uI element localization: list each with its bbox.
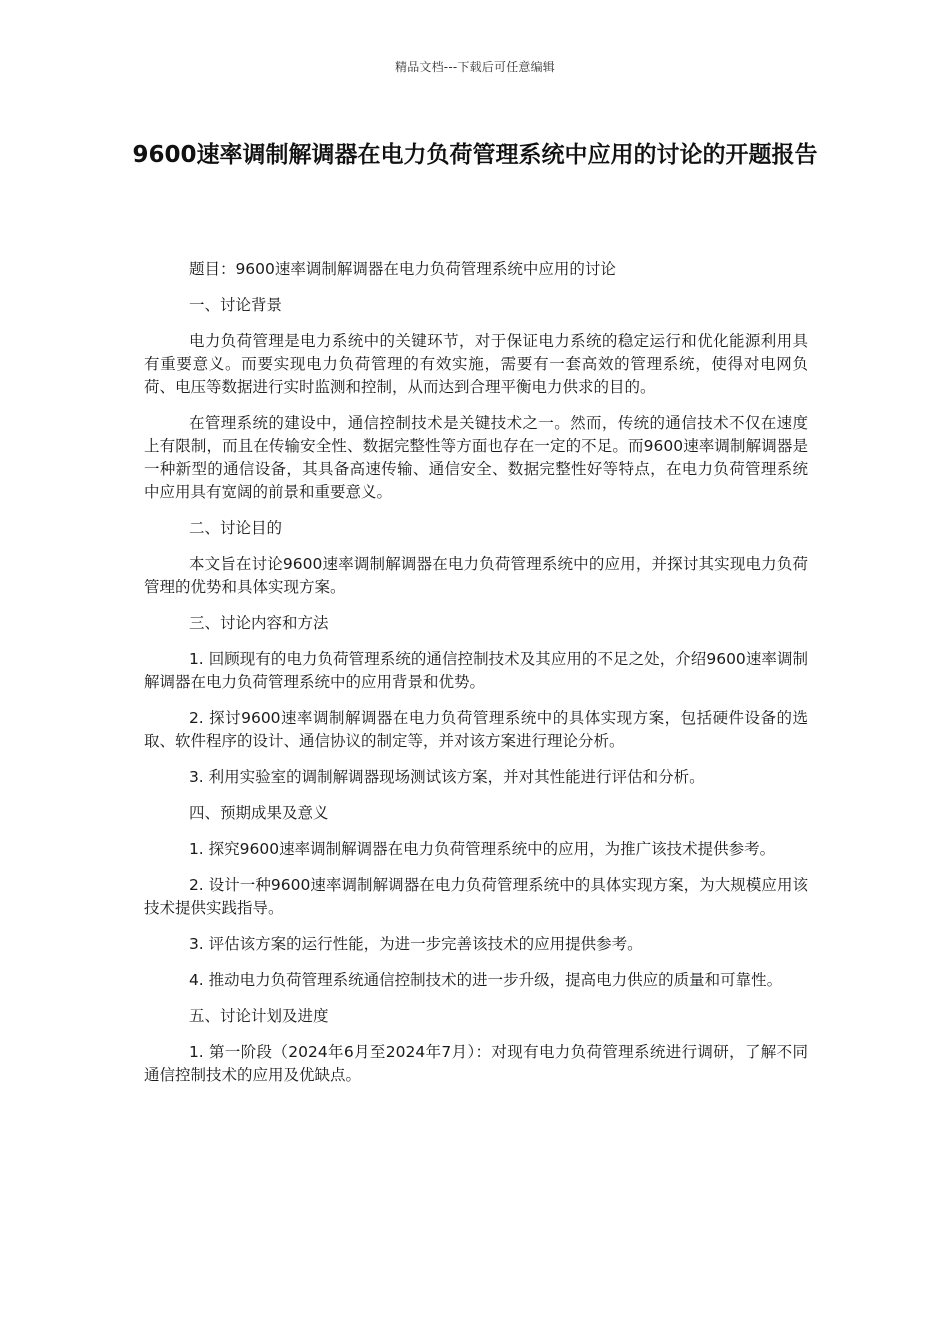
paragraph: 在管理系统的建设中，通信控制技术是关键技术之一。然而，传统的通信技术不仅在速度上有限制，而且在传输安全性、数据完整性等方面也存在一定的不足。而9600速率调制解调器是一种新型的通信设备，其具备高速传输、通信安全、数据完整性好等特点，在电力负荷管理系统中应用具有宽阔的前景和重要意义。 <box>144 414 808 501</box>
paragraph: 电力负荷管理是电力系统中的关键环节，对于保证电力系统的稳定运行和优化能源利用具有重要意义。而要实现电力负荷管理的有效实施，需要有一套高效的管理系统，使得对电网负荷、电压等数据进行实时监测和控制，从而达到合理平衡电力供求的目的。 <box>144 332 808 396</box>
list-item: 2. 探讨9600速率调制解调器在电力负荷管理系统中的具体实现方案，包括硬件设备的选取、软件程序的设计、通信协议的制定等，并对该方案进行理论分析。 <box>144 709 808 750</box>
list-item: 3. 利用实验室的调制解调器现场测试该方案，并对其性能进行评估和分析。 <box>188 768 705 786</box>
section-heading-content-method: 三、讨论内容和方法 <box>188 614 329 632</box>
paragraph-topic: 题目：9600速率调制解调器在电力负荷管理系统中应用的讨论 <box>188 260 616 278</box>
list-item: 4. 推动电力负荷管理系统通信控制技术的进一步升级，提高电力供应的质量和可靠性。 <box>188 971 783 989</box>
section-heading-plan-schedule: 五、讨论计划及进度 <box>188 1007 329 1025</box>
document-title: 9600速率调制解调器在电力负荷管理系统中应用的讨论的开题报告 <box>132 142 818 168</box>
paragraph: 本文旨在讨论9600速率调制解调器在电力负荷管理系统中的应用，并探讨其实现电力负荷管理的优势和具体实现方案。 <box>144 555 808 596</box>
section-heading-expected-results: 四、预期成果及意义 <box>188 804 329 822</box>
page-header: 精品文档---下载后可任意编辑 <box>395 60 555 74</box>
list-item: 1. 回顾现有的电力负荷管理系统的通信控制技术及其应用的不足之处，介绍9600速率调制解调器在电力负荷管理系统中的应用背景和优势。 <box>144 650 808 691</box>
document-body <box>144 258 808 1100</box>
section-heading-purpose: 二、讨论目的 <box>188 519 282 537</box>
list-item: 3. 评估该方案的运行性能，为进一步完善该技术的应用提供参考。 <box>188 935 643 953</box>
section-heading-background: 一、讨论背景 <box>188 296 282 314</box>
list-item: 2. 设计一种9600速率调制解调器在电力负荷管理系统中的具体实现方案，为大规模应用该技术提供实践指导。 <box>144 876 808 917</box>
list-item: 1. 探究9600速率调制解调器在电力负荷管理系统中的应用，为推广该技术提供参考。 <box>188 840 776 858</box>
list-item: 1. 第一阶段（2024年6月至2024年7月）：对现有电力负荷管理系统进行调研，了解不同通信控制技术的应用及优缺点。 <box>144 1043 808 1084</box>
